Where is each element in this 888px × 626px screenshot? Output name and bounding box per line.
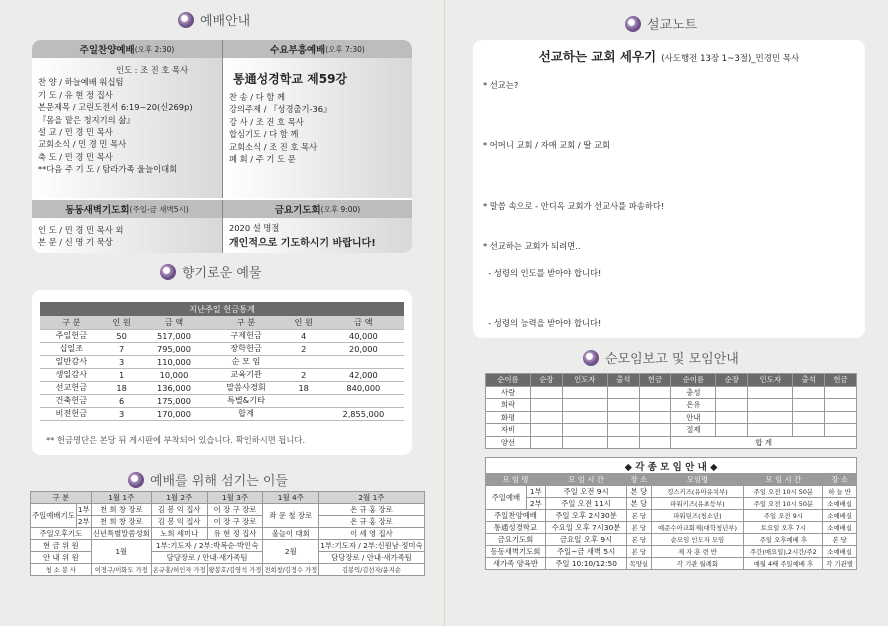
wed-order-item: 강의주제 / 『성경출기-36』 (229, 104, 332, 115)
servers-cell: 온규홍/허인자 가정 (151, 564, 207, 576)
report-cell (793, 411, 825, 424)
offering-cell: 50 (103, 329, 141, 342)
table-row (486, 424, 857, 437)
report-cell (748, 386, 793, 399)
servers-col-header: 1월 4주 (263, 492, 319, 504)
groups-cell: 주일 오전 11시 (545, 498, 626, 510)
servers-cell: 유 현 정 집사 (207, 528, 263, 540)
sunday-order-item: 기 도 / 유 현 정 집사 (38, 89, 113, 100)
offering-cell: 3 (103, 355, 141, 368)
offering-cell: 6 (103, 394, 141, 407)
servers-cell: 울늘이 대회 (263, 528, 319, 540)
report-col-header: 인도자 (562, 374, 607, 387)
groups-col-header: 모 임 명 (486, 474, 546, 486)
servers-col-header: 1월 1주 (91, 492, 151, 504)
servers-cell: 청 소 봉 사 (31, 564, 92, 576)
wed-order-item: 합심기도 / 다 함 께 (229, 129, 299, 140)
table-row (486, 558, 857, 570)
report-cell (825, 411, 857, 424)
sermon-point: * 어머니 교회 / 자매 교회 / 딸 교회 (483, 140, 611, 151)
cell-name: 사랑 (486, 386, 531, 399)
dawn-prayer-info (32, 218, 222, 253)
offering-cell: 110,000 (141, 355, 208, 368)
groups-cell: 예준수아교회제(대학청년부) (651, 522, 744, 534)
group-name: 주일예배 (486, 486, 527, 510)
groups-cell: 소예배실 (823, 546, 857, 558)
report-cell (530, 436, 562, 449)
offering-cell: 2,855,000 (323, 407, 404, 420)
groups-cell: 주일찬양예배 (486, 510, 546, 522)
cell-name: 자비 (486, 424, 531, 437)
table-row (486, 534, 857, 546)
offering-cell: 40,000 (323, 329, 404, 342)
groups-col-header: 모 임 시 간 (744, 474, 823, 486)
report-cell (562, 399, 607, 412)
offering-cell: 840,000 (323, 381, 404, 394)
dawn-prayer-header: 동동새벽기도회 (주일-금 새벽5시) (32, 200, 222, 218)
groups-cell: 순모임 인도자 모임 (651, 534, 744, 546)
offering-cell: 건축헌금 (40, 394, 103, 407)
servers-cell: 전희창/김정수 가정 (263, 564, 319, 576)
sermon-panel (473, 40, 865, 338)
offering-col-header: 구 분 (40, 316, 103, 329)
report-cell (825, 424, 857, 437)
wed-service-header: 수요부흥예배 (오후 7:30) (222, 40, 412, 58)
groups-cell: 제 자 훈 련 반 (651, 546, 744, 558)
report-col-header: 인도자 (748, 374, 793, 387)
wed-order-item: 폐 회 / 주 기 도 문 (229, 154, 296, 165)
groups-cell: 소예배실 (823, 522, 857, 534)
report-col-header: 순이름 (671, 374, 716, 387)
offering-cell (285, 394, 323, 407)
groups-cell: 주일 오후 2시30분 (545, 510, 626, 522)
cell-name: 안내 (671, 411, 716, 424)
servers-cell: 주일오후기도 (31, 528, 92, 540)
report-cell (530, 399, 562, 412)
report-cell (748, 424, 793, 437)
table-row (40, 394, 404, 407)
groups-cell: 파워키즈(유초등부) (651, 498, 744, 510)
cell-name: 온유 (671, 399, 716, 412)
sermon-title-row (483, 46, 855, 65)
offering-cell (323, 355, 404, 368)
groups-table-wrap (485, 457, 857, 570)
groups-cell: 킹스키즈(유아유치부) (651, 486, 744, 498)
offering-cell: 비전헌금 (40, 407, 103, 420)
group-sub: 1부 (526, 486, 545, 498)
offering-cell: 20,000 (323, 342, 404, 355)
offering-table (40, 302, 404, 421)
groups-cell: 수요일 오후 7시30분 (545, 522, 626, 534)
report-col-header: 헌금 (639, 374, 671, 387)
offering-cell: 4 (285, 329, 323, 342)
report-cell (530, 411, 562, 424)
sermon-point: - 성령의 능력을 받아야 합니다! (483, 318, 602, 329)
servers-col-header: 1월 2주 (151, 492, 207, 504)
servers-cell: 신년특별말씀성회 (92, 529, 150, 538)
report-cell (639, 411, 671, 424)
offering-cell: 517,000 (141, 329, 208, 342)
groups-cell: 주일 오전 10시 50분 (744, 498, 823, 510)
cell-name: 화평 (486, 411, 531, 424)
sunday-order-item: 교회소식 / 민 경 민 목사 (38, 139, 127, 150)
offering-cell: 175,000 (141, 394, 208, 407)
report-header-row (486, 374, 857, 387)
offering-panel (32, 290, 412, 455)
servers-cell: 왕봉호/김영석 가정 (207, 564, 263, 576)
cell-name: 양선 (486, 436, 531, 449)
offering-col-header: 금 액 (323, 316, 404, 329)
offering-cell: 42,000 (323, 368, 404, 381)
report-cell (562, 411, 607, 424)
report-cell (607, 386, 639, 399)
worship-heading: 예배안내 (178, 10, 250, 29)
table-row (486, 436, 857, 449)
worship-panel (32, 40, 412, 253)
groups-cell: 주일 오전 10시 50분 (744, 486, 823, 498)
dawn-order-item: 본 문 / 신 명 기 묵상 (38, 237, 113, 248)
cell-name: 충성 (671, 386, 716, 399)
report-cell (562, 386, 607, 399)
table-row (40, 407, 404, 420)
offering-cell: 구제헌금 (207, 329, 284, 342)
servers-col-header: 2월 1주 (319, 492, 424, 504)
report-cell (530, 424, 562, 437)
table-row (486, 386, 857, 399)
report-cell (607, 436, 639, 449)
servers-col-header: 구 분 (31, 492, 92, 504)
report-cell (716, 386, 748, 399)
report-cell (793, 424, 825, 437)
servers-table: 구 분 1월 1주 1월 2주 1월 3주 1월 4주 2월 1주 주일예배기도 1부 천 희 창 장로 김 봉 익 집사 이 장 구 장로 좌 문 철 장로 온 규 홍 장로 2부 천 희 창 장로 김 봉 익 집사 이 장 구 장로 온 규 홍 장로 주일오후기도 신년특별말씀성회 노희 세미나 유 현 정 집사 울늘이 대회 이 세 영 집사 현 금 위 원 1월 1부:기도자 / 2부:박복순·박인숙 2월 1부:기도자 / 2부:신원남·정미숙 안 내 위 원 담당장로 / 안내·새가족팀 담당장로 / 안내·새가족팀 청 소 봉 사 이정구/이화도 가정 온규홍/허인자 가정 왕봉호/김영석 가정 전희창/김정수 가정 김봉익/김선자/윤지순 (32, 493, 423, 574)
cell-name: 절제 (671, 424, 716, 437)
report-col-header: 출석 (793, 374, 825, 387)
sermon-reference: (사도행전 13장 1~3절)_민경민 목사 (661, 54, 800, 64)
groups-cell: 금요기도회 (486, 534, 546, 546)
right-page (444, 0, 888, 626)
table-row (486, 522, 857, 534)
report-cell (748, 411, 793, 424)
table-row (40, 342, 404, 355)
offering-cell: 18 (103, 381, 141, 394)
sermon-points (483, 79, 855, 338)
report-cell (639, 386, 671, 399)
offering-cell: 순 모 임 (207, 355, 284, 368)
offering-cell: 10,000 (141, 368, 208, 381)
report-cell (825, 386, 857, 399)
offering-cell: 장학헌금 (207, 342, 284, 355)
sunday-order-item: **다음 주 기 도 / 탐라가족 울늘이대회 (38, 164, 178, 175)
report-col-header: 순이름 (486, 374, 531, 387)
offering-cell: 2 (285, 342, 323, 355)
table-row (40, 368, 404, 381)
report-cell (639, 436, 671, 449)
offering-cell: 3 (103, 407, 141, 420)
cell-report-table (485, 373, 857, 449)
report-cell (562, 424, 607, 437)
groups-cell: 매월 4째 주일예배 후 (744, 558, 823, 570)
table-row (486, 486, 857, 498)
groups-col-header: 모 임 시 간 (545, 474, 626, 486)
groups-cell: 본 당 (627, 510, 651, 522)
offering-cell: 1 (103, 368, 141, 381)
groups-col-header: 장 소 (823, 474, 857, 486)
groups-col-header: 장 소 (627, 474, 651, 486)
sunday-order-item: 『몸을 맡은 청지기의 삶』 (38, 114, 135, 125)
groups-cell: 동동새벽기도회 (486, 546, 546, 558)
groups-cell: 주간(매요일),2시간/주2 (744, 546, 823, 558)
report-total: 합 계 (671, 436, 857, 449)
offering-cell (323, 394, 404, 407)
report-cell (716, 399, 748, 412)
sunday-order-item: 축 도 / 민 경 민 목사 (38, 151, 113, 162)
report-cell (793, 399, 825, 412)
sermon-heading: 설교노트 (625, 14, 697, 33)
table-row (486, 546, 857, 558)
servers-col-header: 1월 3주 (207, 492, 263, 504)
report-cell (639, 424, 671, 437)
table-row (486, 411, 857, 424)
report-cell (748, 399, 793, 412)
wed-order-item: 찬 송 / 다 함 께 (229, 92, 286, 102)
offering-cell: 생일감사 (40, 368, 103, 381)
groups-cell: 파워틴즈(청소년) (651, 510, 744, 522)
report-cell (562, 436, 607, 449)
groups-cell: 주일 오후예배 후 (744, 534, 823, 546)
wed-order-list (222, 58, 412, 198)
groups-cell: 본 당 (627, 546, 651, 558)
report-col-header: 헌금 (825, 374, 857, 387)
groups-cell: 본 당 (627, 534, 651, 546)
report-heading: 순모임보고 및 모임안내 (583, 348, 739, 367)
sunday-order-item: 찬 양 / 하늘예배 워십팀 (38, 77, 124, 88)
report-cell (716, 424, 748, 437)
servers-heading: 예배를 위해 섬기는 이들 (128, 470, 288, 489)
flower-icon (128, 472, 144, 488)
offering-col-header: 인 원 (285, 316, 323, 329)
offering-cell (285, 407, 323, 420)
offering-cell: 교육기관 (207, 368, 284, 381)
dawn-order-item: 인 도 / 민 경 민 목사 외 (38, 225, 124, 235)
group-sub: 2부 (526, 498, 545, 510)
offering-cell: 일반감사 (40, 355, 103, 368)
servers-cell: 노희 세미나 (151, 528, 207, 540)
groups-cell: 소예배실 (823, 498, 857, 510)
table-row (40, 329, 404, 342)
report-cell (716, 411, 748, 424)
cell-report-table-wrap (485, 373, 857, 449)
sunday-order-item: 인도 : 조 진 호 목사 (116, 65, 189, 75)
sermon-point: - 성령의 인도를 받아야 합니다! (483, 267, 602, 278)
report-cell (607, 424, 639, 437)
groups-cell: 통通성경학교 (486, 522, 546, 534)
groups-cell: 새가족 양육반 (486, 558, 546, 570)
report-cell (793, 386, 825, 399)
groups-table (485, 457, 857, 570)
groups-cell: 주일 오전 9시 (545, 486, 626, 498)
groups-cell: 본 당 (627, 498, 651, 510)
groups-cell: 본 당 (823, 534, 857, 546)
offering-table-title: 지난주일 헌금통계 (40, 302, 404, 316)
wed-lecture-title: 통通성경학교 제59강 (233, 72, 348, 86)
flower-icon (583, 350, 599, 366)
offering-col-header: 구 분 (207, 316, 284, 329)
table-row (486, 498, 857, 510)
sermon-point: * 말씀 속으로 - 안디옥 교회가 선교사를 파송하다! (483, 200, 665, 211)
friday-prayer-info: 2020 설 명절 개인적으로 기도하시기 바랍니다! (222, 218, 412, 253)
offering-cell: 특별&기타 (207, 394, 284, 407)
sunday-order-item: 설 교 / 민 경 민 목사 (38, 127, 113, 138)
offering-col-header: 금 액 (141, 316, 208, 329)
offering-heading: 향기로운 예물 (160, 262, 261, 281)
groups-cell: 주일~금 새벽 5시 (545, 546, 626, 558)
groups-cell: 주일 오전 9시 (744, 510, 823, 522)
wed-order-item: 교회소식 / 조 진 호 목사 (229, 141, 318, 152)
groups-cell: 토요일 오후 7시 (744, 522, 823, 534)
groups-cell: 목양실 (627, 558, 651, 570)
report-cell (639, 399, 671, 412)
offering-cell: 주일헌금 (40, 329, 103, 342)
sunday-order-item: 본문제목 / 고린도전서 6:19~20(신269p) (38, 102, 193, 113)
groups-cell: 주일 10:10/12:50 (545, 558, 626, 570)
report-col-header: 순장 (716, 374, 748, 387)
report-cell (607, 399, 639, 412)
report-cell (825, 399, 857, 412)
servers-cell: 김봉익/김선자/윤지순 (319, 564, 424, 576)
report-col-header: 순장 (530, 374, 562, 387)
offering-note: ** 헌금명단은 본당 뒤 게시판에 부착되어 있습니다. 확인하시면 됩니다. (46, 435, 306, 445)
table-row (486, 399, 857, 412)
groups-cell: 금요일 오후 9시 (545, 534, 626, 546)
report-cell (607, 411, 639, 424)
groups-header-row (486, 474, 857, 486)
sunday-order-list (32, 58, 222, 198)
offering-cell: 2 (285, 368, 323, 381)
flower-icon (625, 16, 641, 32)
offering-cell: 말씀사경회 (207, 381, 284, 394)
groups-cell: 하 늘 반 (823, 486, 857, 498)
cell-name: 희락 (486, 399, 531, 412)
groups-cell: 본 당 (627, 486, 651, 498)
servers-cell: 이정구/이화도 가정 (91, 564, 151, 576)
sermon-title: 선교하는 교회 세우기 (538, 49, 657, 64)
offering-cell: 18 (285, 381, 323, 394)
servers-cell: 이 세 영 집사 (319, 528, 424, 540)
groups-cell: 각 기관별 (823, 558, 857, 570)
table-row (486, 510, 857, 522)
table-row (40, 355, 404, 368)
groups-col-header: 모임명 (651, 474, 744, 486)
offering-cell: 136,000 (141, 381, 208, 394)
groups-cell: 각 기관 월례회 (651, 558, 744, 570)
servers-table-wrap (30, 491, 423, 576)
table-row (40, 381, 404, 394)
sunday-service-header: 주일찬양예배 (오후 2:30) (32, 40, 222, 58)
sermon-point: * 선교하는 교회가 되려면.. (483, 241, 581, 252)
sermon-point: * 선교는? (483, 80, 519, 90)
offering-cell: 170,000 (141, 407, 208, 420)
wed-order-item: 강 사 / 조 진 호 목사 (229, 116, 304, 127)
report-col-header: 출석 (607, 374, 639, 387)
offering-cell: 선교헌금 (40, 381, 103, 394)
flower-icon (160, 264, 176, 280)
offering-cell: 7 (103, 342, 141, 355)
offering-cell (285, 355, 323, 368)
report-cell (530, 386, 562, 399)
offering-col-header: 인 원 (103, 316, 141, 329)
groups-cell: 본 당 (627, 522, 651, 534)
groups-cell: 소예배실 (823, 510, 857, 522)
flower-icon (178, 12, 194, 28)
groups-title: ◆ 각 종 모 임 안 내 ◆ (486, 458, 857, 474)
offering-cell: 795,000 (141, 342, 208, 355)
offering-cell: 합계 (207, 407, 284, 420)
friday-prayer-header: 금요기도회 (오후 9:00) (222, 200, 412, 218)
offering-cell: 십일조 (40, 342, 103, 355)
